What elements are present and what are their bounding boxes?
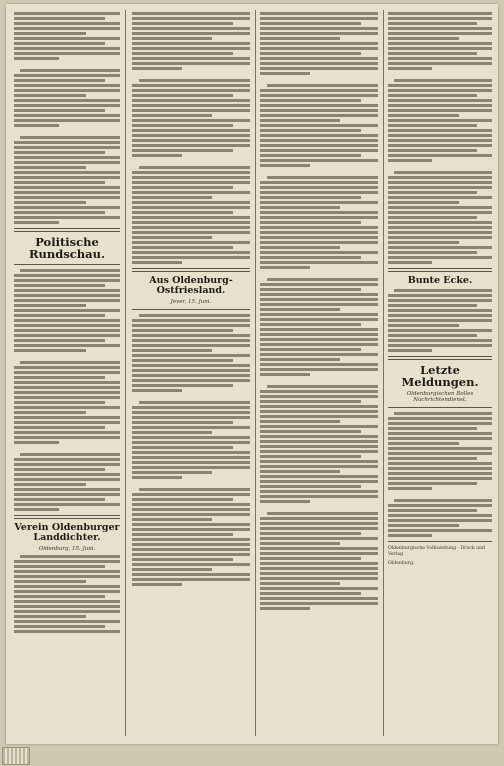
section-divider [14, 228, 120, 232]
archive-scale-bar [2, 747, 30, 765]
section-divider [14, 515, 120, 519]
column-1 [14, 10, 120, 736]
section-divider [388, 268, 492, 272]
column-2 [132, 10, 250, 736]
article-body [132, 12, 250, 264]
article-body [260, 12, 378, 610]
article-body [14, 269, 120, 511]
article-body [388, 412, 492, 537]
column-3 [260, 10, 378, 736]
column-rule [255, 10, 256, 736]
column-4 [388, 10, 492, 736]
column-rule [383, 10, 384, 736]
section-heading-letzte-meldungen: Letzte Meldungen. [401, 362, 479, 390]
column-rule [125, 10, 126, 736]
newspaper-page [6, 4, 498, 744]
article-body [388, 289, 492, 352]
section-divider [388, 541, 492, 542]
section-divider [388, 407, 492, 408]
article-body [388, 12, 492, 264]
section-divider [388, 356, 492, 360]
section-heading-politische-rundschau: Politische Rundschau. [29, 235, 105, 262]
section-subheading: Oldenburgischen Bolles Nachrichtendienst. [406, 391, 474, 404]
publisher-place: Oldenburg. [388, 561, 415, 567]
article-body [14, 555, 120, 633]
section-heading-verein: Verein Oldenburger Landdichter. [14, 522, 120, 544]
section-divider [14, 264, 120, 265]
section-dateline: Oldenburg, 15. Juni. [38, 546, 96, 553]
section-divider [132, 268, 250, 272]
section-divider [132, 309, 250, 310]
article-body [132, 314, 250, 586]
section-heading-bunte-ecke: Bunte Ecke. [407, 275, 473, 286]
article-body [14, 12, 120, 224]
section-dateline: Jever, 15. Juni. [170, 298, 212, 305]
publisher-footnote: Oldenburgische Volkszeitung - Druck und Verlag [388, 546, 485, 558]
section-heading-oldenburg-ostfriesland: Aus Oldenburg-Ostfriesland. [149, 275, 233, 296]
